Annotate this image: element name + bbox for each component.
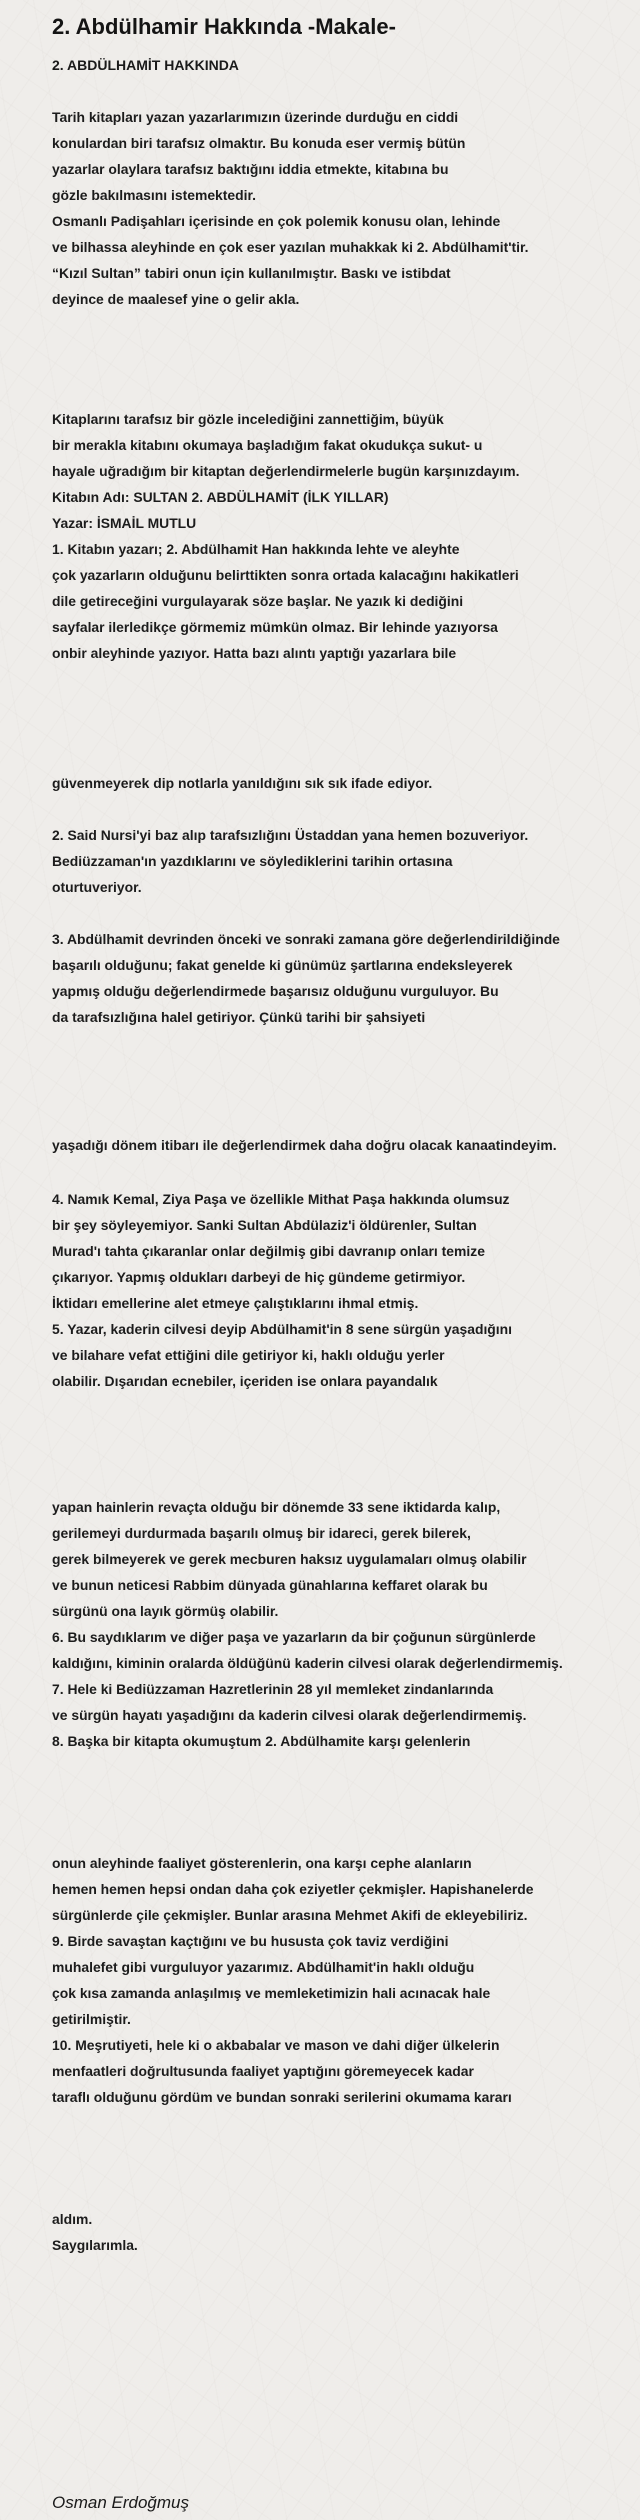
text-line: 7. Hele ki Bediüzzaman Hazretlerinin 28 yıl memleket zindanlarında — [52, 1681, 494, 1697]
text-line: konulardan biri tarafsız olmaktır. Bu konuda eser vermiş bütün — [52, 135, 466, 151]
subtitle: 2. ABDÜLHAMİT HAKKINDA — [52, 57, 239, 73]
text-line: bir şey söyleyemiyor. Sanki Sultan Abdülaziz'i öldürenler, Sultan — [52, 1217, 477, 1233]
text-line: muhalefet gibi vurguluyor yazarımız. Abdülhamit'in haklı olduğu — [52, 1959, 475, 1975]
text-line: kaldığını, kiminin oralarda öldüğünü kaderin cilvesi olarak değerlendirmemiş. — [52, 1655, 563, 1671]
text-line: dile getireceğini vurgulayarak söze başlar. Ne yazık ki dediğini — [52, 593, 464, 609]
text-line: onbir aleyhinde yazıyor. Hatta bazı alıntı yaptığı yazarlara bile — [52, 645, 457, 661]
text-line: Bediüzzaman'ın yazdıklarını ve söylediklerini tarihin ortasına — [52, 853, 453, 869]
text-line: 10. Meşrutiyeti, hele ki o akbabalar ve mason ve dahi diğer ülkelerin — [52, 2037, 500, 2053]
text-line: güvenmeyerek dip notlarla yanıldığını sık sık ifade ediyor. — [52, 775, 433, 791]
text-line: ve bilahare vefat ettiğini dile getiriyor ki, haklı olduğu yerler — [52, 1347, 445, 1363]
text-line: gözle bakılmasını istemektedir. — [52, 187, 257, 203]
text-line: hayale uğradığım bir kitaptan değerlendirmelerle bugün karşınızdayım. — [52, 463, 520, 479]
text-line: yapan hainlerin revaçta olduğu bir dönemde 33 sene iktidarda kalıp, — [52, 1499, 501, 1515]
stanza — [52, 926, 640, 1030]
text-line: 2. Said Nursi'yi baz alıp tarafsızlığını Üstaddan yana hemen bozuveriyor. — [52, 827, 529, 843]
text-line: ve bunun neticesi Rabbim dünyada günahlarına keffaret olarak bu — [52, 1577, 488, 1593]
text-line: çok kısa zamanda anlaşılmış ve memleketimizin hali acınacak hale — [52, 1985, 491, 2001]
stanza — [52, 1850, 640, 2110]
text-line: çok yazarların olduğunu belirttikten sonra ortada kalacağını hakikatleri — [52, 567, 519, 583]
text-line: bir merakla kitabını okumaya başladığım fakat okudukça sukut- u — [52, 437, 483, 453]
text-line: Murad'ı tahta çıkaranlar onlar değilmiş gibi davranıp onları temize — [52, 1243, 485, 1259]
author-name: Osman Erdoğmuş — [52, 2493, 189, 2512]
text-line: 5. Yazar, kaderin cilvesi deyip Abdülhamit'in 8 sene sürgün yaşadığını — [52, 1321, 513, 1337]
stanza — [52, 1132, 640, 1158]
stanza — [52, 770, 640, 796]
stanza — [52, 406, 640, 666]
text-line: Yazar: İSMAİL MUTLU — [52, 515, 197, 531]
text-line: getirilmiştir. — [52, 2011, 131, 2027]
page-title: 2. Abdülhamir Hakkında -Makale- — [52, 14, 396, 39]
stanza — [52, 822, 640, 900]
text-line: aldım. — [52, 2211, 93, 2227]
text-line: gerilemeyi durdurmada başarılı olmuş bir idareci, gerek bilerek, — [52, 1525, 471, 1541]
text-line: hemen hemen hepsi ondan daha çok eziyetler çekmişler. Hapishanelerde — [52, 1881, 534, 1897]
text-line: Saygılarımla. — [52, 2237, 138, 2253]
text-line: olabilir. Dışarıdan ecnebiler, içeriden ise onlara payandalık — [52, 1373, 438, 1389]
text-line: menfaatleri doğrultusunda faaliyet yaptığını göremeyecek kadar — [52, 2063, 474, 2079]
text-line: gerek bilmeyerek ve gerek mecburen haksız uygulamaları olmuş olabilir — [52, 1551, 527, 1567]
text-line: onun aleyhinde faaliyet gösterenlerin, ona karşı cephe alanların — [52, 1855, 472, 1871]
text-line: İktidarı emellerine alet etmeye çalıştıklarını ihmal etmiş. — [52, 1295, 419, 1311]
text-line: Tarih kitapları yazan yazarlarımızın üzerinde durduğu en ciddi — [52, 109, 459, 125]
text-line: 4. Namık Kemal, Ziya Paşa ve özellikle Mithat Paşa hakkında olumsuz — [52, 1191, 510, 1207]
text-line: çıkarıyor. Yapmış oldukları darbeyi de hiç gündeme getirmiyor. — [52, 1269, 466, 1285]
stanza — [52, 2206, 640, 2258]
text-line: başarılı olduğunu; fakat genelde ki günümüz şartlarına endeksleyerek — [52, 957, 513, 973]
text-line: yaşadığı dönem itibarı ile değerlendirmek daha doğru olacak kanaatindeyim. — [52, 1137, 557, 1153]
text-line: yapmış olduğu değerlendirmede başarısız olduğunu vurguluyor. Bu — [52, 983, 499, 999]
text-line: 8. Başka bir kitapta okumuştum 2. Abdülhamite karşı gelenlerin — [52, 1733, 471, 1749]
text-line: Kitabın Adı: SULTAN 2. ABDÜLHAMİT (İLK YILLAR) — [52, 489, 389, 505]
text-line: 6. Bu saydıklarım ve diğer paşa ve yazarların da bir çoğunun sürgünlerde — [52, 1629, 536, 1645]
stanza — [52, 1186, 640, 1394]
text-line: Osmanlı Padişahları içerisinde en çok polemik konusu olan, lehinde — [52, 213, 501, 229]
stanza — [52, 1494, 640, 1754]
text-line: sürgünlerde çile çekmişler. Bunlar arasına Mehmet Akifi de ekleyebiliriz. — [52, 1907, 528, 1923]
text-line: oturtuveriyor. — [52, 879, 142, 895]
text-line: 1. Kitabın yazarı; 2. Abdülhamit Han hakkında lehte ve aleyhte — [52, 541, 460, 557]
text-line: ve bilhassa aleyhinde en çok eser yazılan muhakkak ki 2. Abdülhamit'tir. — [52, 239, 529, 255]
text-line: 9. Birde savaştan kaçtığını ve bu hususta çok taviz verdiğini — [52, 1933, 449, 1949]
text-line: 3. Abdülhamit devrinden önceki ve sonraki zamana göre değerlendirildiğinde — [52, 931, 560, 947]
text-line: “Kızıl Sultan” tabiri onun için kullanılmıştır. Baskı ve istibdat — [52, 265, 451, 281]
text-line: Kitaplarını tarafsız bir gözle incelediğini zannettiğim, büyük — [52, 411, 444, 427]
text-line: deyince de maalesef yine o gelir akla. — [52, 291, 300, 307]
text-line: sayfalar ilerledikçe görmemiz mümkün olmaz. Bir lehinde yazıyorsa — [52, 619, 498, 635]
text-line: taraflı olduğunu gördüm ve bundan sonraki serilerini okumama kararı — [52, 2089, 512, 2105]
text-line: da tarafsızlığına halel getiriyor. Çünkü tarihi bir şahsiyeti — [52, 1009, 426, 1025]
text-line: ve sürgün hayatı yaşadığını da kaderin cilvesi olarak değerlendirmemiş. — [52, 1707, 527, 1723]
text-line: yazarlar olaylara tarafsız baktığını iddia etmekte, kitabına bu — [52, 161, 449, 177]
text-line: sürgünü ona layık görmüş olabilir. — [52, 1603, 279, 1619]
stanza — [52, 104, 640, 312]
